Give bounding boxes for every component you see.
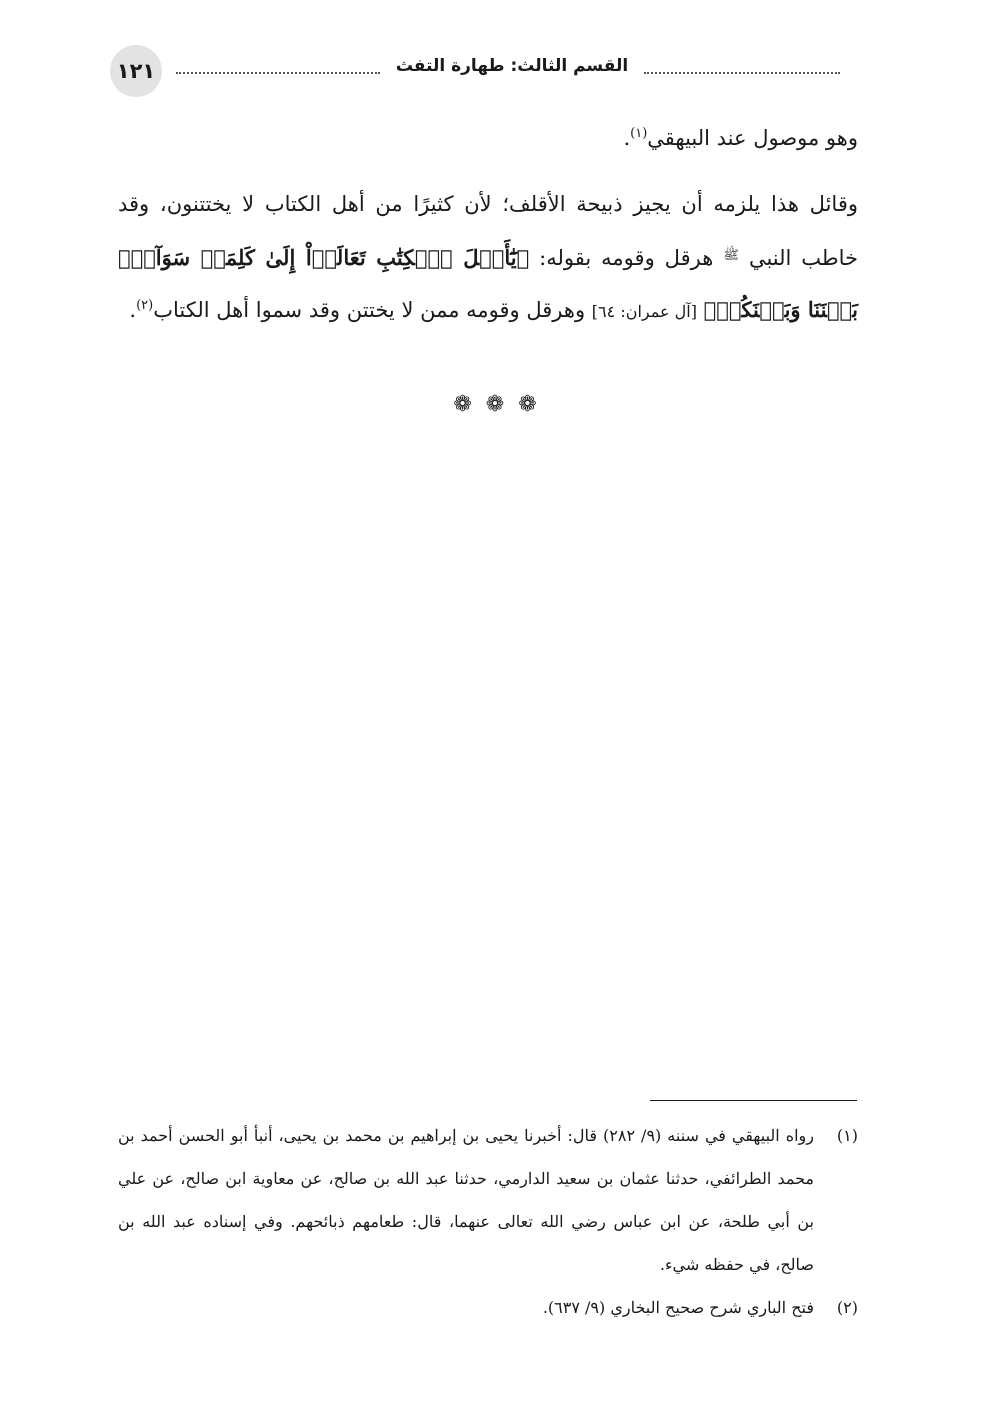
footnotes [118,1114,858,1329]
section-separator: ❁❁❁ [453,392,551,417]
paragraph-1 [118,112,858,164]
footnote-divider [650,1100,857,1101]
paragraph-2-text-part-3: وهرقل وقومه ممن لا يختتن وقد سموا أهل الكتاب [153,298,586,322]
footnote-ref-1[interactable]: (١) [630,126,648,141]
footnote-number: (٢) [836,1298,858,1317]
paragraph-1-text: وهو موصول عند البيهقي [647,126,858,150]
header-dotted-leader-right [644,64,840,74]
footnote-number: (١) [836,1126,858,1145]
honorific-symbol: ﷺ [723,248,739,263]
paragraph-2-end: . [129,298,137,322]
footnote-text: فتح الباري شرح صحيح البخاري (٩/ ٦٣٧). [542,1298,814,1317]
main-text [118,112,858,352]
footnote-2 [118,1286,858,1329]
header-dotted-leader-left [176,64,380,74]
paragraph-2 [118,178,858,338]
paragraph-2-text-part-2: هرقل وقومه بقوله: [539,246,714,270]
page-number: ١٢١ [110,45,162,97]
quran-verse: ﴿يَٰٓأَهۡلَ ٱلۡكِتَٰبِ تَعَالَوۡاْ إِلَىٰ كَلِمَةٖ سَوَآءِۭ بَيۡنَنَا وَبَيۡنَكُمۡ﴾ [118,245,858,322]
footnote-ref-2[interactable]: (٢) [136,298,154,313]
footnote-1 [118,1114,858,1286]
verse-citation: [آل عمران: ٦٤] [591,302,697,321]
footnote-text: رواه البيهقي في سننه (٩/ ٢٨٢) قال: أخبرنا يحيى بن إبراهيم بن محمد بن يحيى، أنبأ أبو الحسن أحمد بن محمد الطرائفي، حدثنا عثمان بن سعيد الدارمي، حدثنا عبد الله بن صالح، عن معاوية ابن صالح، عن علي بن أبي طلحة، عن ابن عباس رضي الله تعالى عنهما، قال: طعامهم ذبائحهم. وفي إسناده عبد الله بن صالح، في حفظه شيء. [118,1126,815,1274]
paragraph-2-text-part-1: وقائل هذا يلزمه أن يجيز ذبيحة الأقلف؛ لأن كثيرًا من أهل الكتاب لا يختتنون، وقد خاطب النبي [118,192,859,270]
paragraph-1-end: . [623,126,631,150]
running-title: القسم الثالث: طهارة التفث [395,56,629,76]
